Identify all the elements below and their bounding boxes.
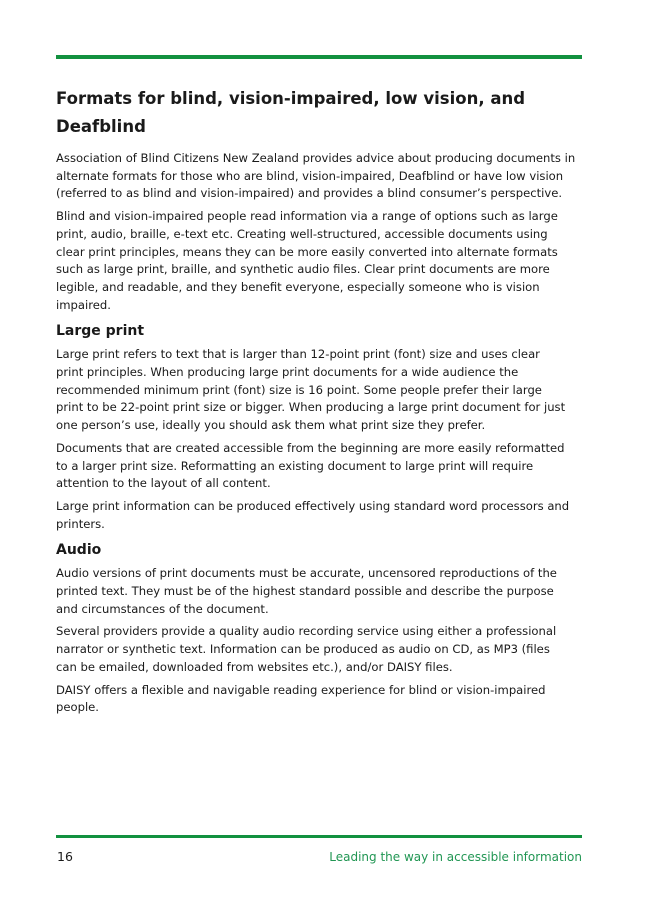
text-line: recommended minimum print (font) size is 16 point. Some people prefer their large: [56, 382, 542, 397]
section-heading-audio: Audio: [56, 542, 102, 559]
large-print-paragraph-1: [56, 346, 583, 435]
text-line: can be emailed, downloaded from websites etc.), and/or DAISY files.: [56, 659, 453, 674]
text-line: to a larger print size. Reformatting an existing document to large print will require: [56, 458, 534, 473]
text-line: legible, and readable, and they benefit everyone, especially someone who is vision: [56, 279, 540, 294]
document-content: [56, 59, 583, 722]
audio-paragraph-3: [56, 682, 583, 717]
intro-paragraph-2: [56, 208, 583, 314]
page-title-line: Deafblind: [56, 117, 146, 136]
text-line: and circumstances of the document.: [56, 601, 269, 616]
text-line: print to be 22-point print size or bigger. When producing a large print document for just: [56, 400, 566, 415]
footer-tagline: Leading the way in accessible information: [329, 850, 582, 864]
text-line: clear print principles, means they can be more easily converted into alternate formats: [56, 244, 558, 259]
text-line: DAISY offers a flexible and navigable reading experience for blind or vision-impaired: [56, 682, 546, 697]
audio-paragraph-1: [56, 565, 583, 618]
text-line: printed text. They must be of the highest standard possible and describe the purpose: [56, 584, 554, 599]
large-print-paragraph-2: [56, 440, 583, 493]
text-line: print, audio, braille, e-text etc. Creating well-structured, accessible documents using: [56, 226, 548, 241]
text-line: narrator or synthetic text. Information can be produced as audio on CD, as MP3 (files: [56, 642, 550, 657]
text-line: impaired.: [56, 297, 111, 312]
section-heading-large-print: Large print: [56, 323, 145, 340]
text-line: Association of Blind Citizens New Zealand provides advice about producing documents in: [56, 151, 576, 165]
text-line: such as large print, braille, and synthetic audio files. Clear print documents are more: [56, 262, 550, 277]
text-line: print principles. When producing large print documents for a wide audience the: [56, 365, 519, 380]
text-line: (referred to as blind and vision-impaired) and provides a blind consumer’s perspective.: [56, 186, 563, 201]
text-line: alternate formats for those who are blind, vision-impaired, Deafblind or have low vision: [56, 168, 564, 183]
text-line: Blind and vision-impaired people read information via a range of options such as large: [56, 209, 558, 224]
text-line: Large print refers to text that is larger than 12-point print (font) size and uses clear: [56, 347, 540, 362]
page-number: 16: [57, 849, 73, 864]
text-line: one person’s use, ideally you should ask them what print size they prefer.: [56, 418, 486, 433]
text-line: Several providers provide a quality audio recording service using either a professional: [56, 624, 557, 639]
text-line: printers.: [56, 516, 105, 531]
text-line: Documents that are created accessible from the beginning are more easily reformatted: [56, 440, 565, 455]
text-line: attention to the layout of all content.: [56, 476, 271, 491]
audio-paragraph-2: [56, 623, 583, 676]
page-title: [56, 85, 583, 141]
large-print-paragraph-3: [56, 498, 583, 533]
text-line: people.: [56, 700, 99, 715]
intro-paragraph-1: [56, 150, 583, 203]
text-line: Audio versions of print documents must be accurate, uncensored reproductions of the: [56, 566, 557, 581]
page-title-line: Formats for blind, vision-impaired, low vision, and: [56, 89, 526, 108]
text-line: Large print information can be produced effectively using standard word processors and: [56, 498, 570, 513]
footer-divider: [56, 835, 582, 838]
